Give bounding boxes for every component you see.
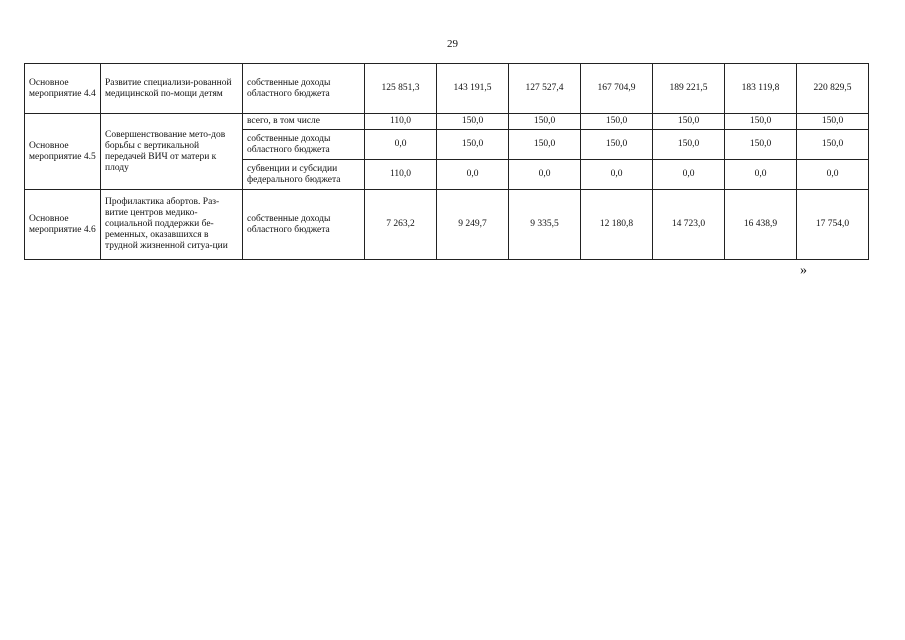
value-cell: 150,0 bbox=[725, 130, 797, 160]
value-cell: 0,0 bbox=[365, 130, 437, 160]
value-cell: 150,0 bbox=[725, 114, 797, 130]
measure-cell: Основное мероприятие 4.6 bbox=[25, 190, 101, 260]
value-cell: 150,0 bbox=[437, 114, 509, 130]
table-row bbox=[25, 64, 869, 114]
funding-source-cell: собственные доходы областного бюджета bbox=[243, 190, 365, 260]
description-cell: Совершенствование мето-дов борьбы с вертикальной передачей ВИЧ от матери к плоду bbox=[101, 114, 243, 190]
funding-source-cell: всего, в том числе bbox=[243, 114, 365, 130]
page-number: 29 bbox=[447, 38, 458, 50]
value-cell: 16 438,9 bbox=[725, 190, 797, 260]
description-cell: Развитие специализи-рованной медицинской по-мощи детям bbox=[101, 64, 243, 114]
value-cell: 9 335,5 bbox=[509, 190, 581, 260]
value-cell: 125 851,3 bbox=[365, 64, 437, 114]
funding-source-cell: собственные доходы областного бюджета bbox=[243, 64, 365, 114]
description-cell: Профилактика абортов. Раз-витие центров медико-социальной поддержки бе-ременных, оказавшихся в трудной жизненной ситуа-ции bbox=[101, 190, 243, 260]
value-cell: 150,0 bbox=[797, 130, 869, 160]
value-cell: 143 191,5 bbox=[437, 64, 509, 114]
value-cell: 150,0 bbox=[437, 130, 509, 160]
value-cell: 220 829,5 bbox=[797, 64, 869, 114]
value-cell: 17 754,0 bbox=[797, 190, 869, 260]
table-row bbox=[25, 114, 869, 130]
funding-source-cell: субвенции и субсидии федерального бюджета bbox=[243, 160, 365, 190]
value-cell: 7 263,2 bbox=[365, 190, 437, 260]
value-cell: 0,0 bbox=[581, 160, 653, 190]
value-cell: 150,0 bbox=[653, 114, 725, 130]
value-cell: 110,0 bbox=[365, 114, 437, 130]
value-cell: 0,0 bbox=[653, 160, 725, 190]
value-cell: 167 704,9 bbox=[581, 64, 653, 114]
measure-cell: Основное мероприятие 4.5 bbox=[25, 114, 101, 190]
value-cell: 0,0 bbox=[437, 160, 509, 190]
value-cell: 12 180,8 bbox=[581, 190, 653, 260]
value-cell: 150,0 bbox=[581, 130, 653, 160]
value-cell: 0,0 bbox=[725, 160, 797, 190]
value-cell: 150,0 bbox=[581, 114, 653, 130]
value-cell: 150,0 bbox=[509, 130, 581, 160]
value-cell: 14 723,0 bbox=[653, 190, 725, 260]
funding-source-cell: собственные доходы областного бюджета bbox=[243, 130, 365, 160]
budget-table bbox=[24, 63, 869, 260]
value-cell: 127 527,4 bbox=[509, 64, 581, 114]
value-cell: 110,0 bbox=[365, 160, 437, 190]
value-cell: 183 119,8 bbox=[725, 64, 797, 114]
measure-cell: Основное мероприятие 4.4 bbox=[25, 64, 101, 114]
value-cell: 9 249,7 bbox=[437, 190, 509, 260]
value-cell: 0,0 bbox=[509, 160, 581, 190]
value-cell: 189 221,5 bbox=[653, 64, 725, 114]
closing-quote: » bbox=[800, 263, 807, 278]
value-cell: 150,0 bbox=[797, 114, 869, 130]
table-row bbox=[25, 190, 869, 260]
value-cell: 0,0 bbox=[797, 160, 869, 190]
value-cell: 150,0 bbox=[509, 114, 581, 130]
value-cell: 150,0 bbox=[653, 130, 725, 160]
